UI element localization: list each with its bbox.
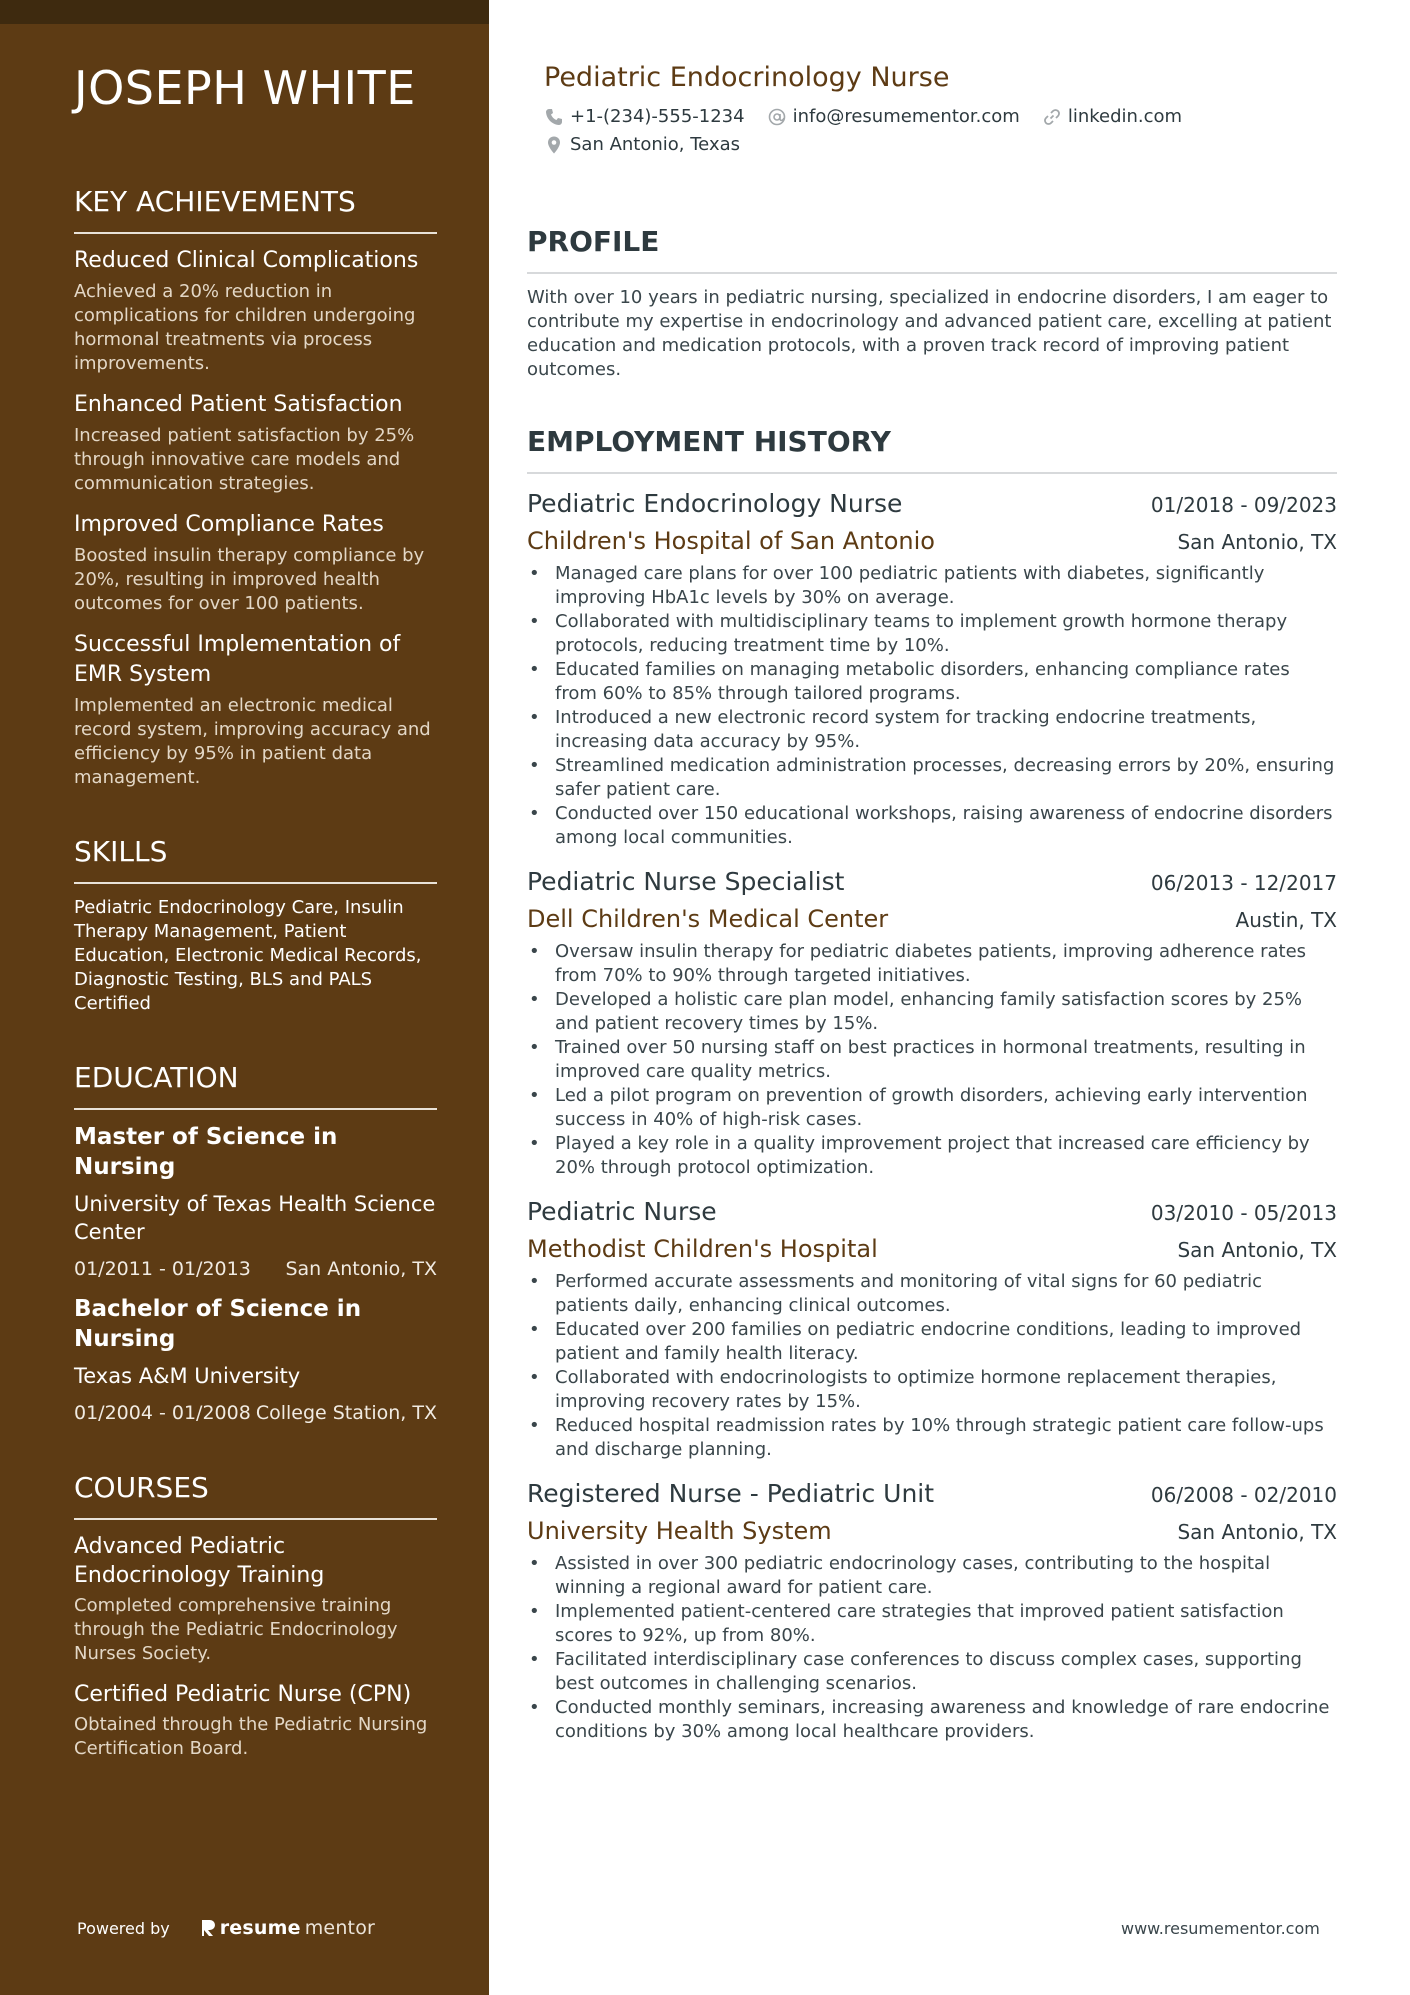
logo-text-light: mentor <box>304 1917 376 1939</box>
employment-history-section <box>527 424 1337 1744</box>
job-role: Pediatric Nurse Specialist <box>527 867 845 896</box>
job-bullet: • Played a key role in a quality improvement project that increased care efficiency by 20% through protocol optimization. <box>527 1132 1337 1180</box>
job-bullet: • Conducted over 150 educational workshops, raising awareness of endocrine disorders among local communities. <box>527 802 1337 850</box>
powered-by-label: Powered by <box>77 1918 170 1938</box>
job-entry <box>527 1196 1337 1462</box>
education-item <box>74 1122 437 1282</box>
job-bullet: • Educated over 200 families on pediatric endocrine conditions, leading to improved patient and family health literacy. <box>527 1318 1337 1366</box>
job-location: San Antonio, TX <box>1177 1238 1337 1262</box>
course-description: Obtained through the Pediatric Nursing Certification Board. <box>74 1714 428 1759</box>
linkedin-text: linkedin.com <box>1067 106 1183 127</box>
achievement-item <box>74 510 437 616</box>
powered-by <box>77 1917 375 1939</box>
job-entry <box>527 866 1337 1180</box>
email-text: info@resumementor.com <box>792 106 1020 127</box>
job-role: Registered Nurse - Pediatric Unit <box>527 1479 935 1508</box>
sidebar-content <box>74 60 437 1761</box>
job-location: San Antonio, TX <box>1177 1520 1337 1544</box>
main-content <box>527 60 1337 1744</box>
profile-section <box>527 224 1337 382</box>
courses-section <box>74 1470 437 1761</box>
course-item <box>74 1532 437 1666</box>
job-dates: 06/2013 - 12/2017 <box>1150 871 1337 895</box>
job-bullet: • Collaborated with multidisciplinary teams to implement growth hormone therapy protocols, reducing treatment time by 10%. <box>527 610 1337 658</box>
footer-website-link[interactable]: www.resumementor.com <box>1121 1919 1320 1938</box>
job-entry <box>527 488 1337 850</box>
achievement-description: Boosted insulin therapy compliance by 20%, resulting in improved health outcomes for over 100 patients. <box>74 545 425 614</box>
job-location: Austin, TX <box>1235 908 1337 932</box>
job-bullet: • Oversaw insulin therapy for pediatric diabetes patients, improving adherence rates from 70% to 90% through targeted initiatives. <box>527 940 1337 988</box>
logo-text-bold: resume <box>219 1917 301 1939</box>
education-meta <box>74 1400 437 1426</box>
job-bullets <box>527 1552 1337 1744</box>
job-entry <box>527 1478 1337 1744</box>
job-company: Dell Children's Medical Center <box>527 905 889 933</box>
contact-linkedin[interactable] <box>1042 104 1182 130</box>
job-role: Pediatric Nurse <box>527 1197 717 1226</box>
education-degree: Master of Science in Nursing <box>74 1124 338 1180</box>
headline-title: Pediatric Endocrinology Nurse <box>544 62 950 93</box>
job-company: Methodist Children's Hospital <box>527 1235 878 1263</box>
education-meta <box>74 1256 437 1282</box>
education-section <box>74 1060 437 1426</box>
phone-icon <box>544 107 564 127</box>
sidebar-top-bar <box>0 0 489 24</box>
course-description: Completed comprehensive training through the Pediatric Endocrinology Nurses Society. <box>74 1595 398 1664</box>
skills-text: Pediatric Endocrinology Care, Insulin Therapy Management, Patient Education, Electronic Medical Records, Diagnostic Testing, BLS and PALS Certified <box>74 897 422 1014</box>
job-bullet: • Introduced a new electronic record system for tracking endocrine treatments, increasing data accuracy by 95%. <box>527 706 1337 754</box>
job-bullet: • Developed a holistic care plan model, enhancing family satisfaction scores by 25% and patient recovery times by 15%. <box>527 988 1337 1036</box>
education-heading: EDUCATION <box>74 1060 437 1110</box>
candidate-name: JOSEPH WHITE <box>74 61 416 115</box>
job-bullet: • Led a pilot program on prevention of growth disorders, achieving early intervention success in 40% of high-risk cases. <box>527 1084 1337 1132</box>
job-bullets <box>527 1270 1337 1462</box>
job-location: San Antonio, TX <box>1177 530 1337 554</box>
education-dates: 01/2004 - 01/2008 <box>74 1402 251 1424</box>
education-location: San Antonio, TX <box>285 1258 437 1280</box>
education-school: University of Texas Health Science Center <box>74 1192 436 1244</box>
sidebar <box>0 0 489 1995</box>
link-icon <box>1042 107 1062 127</box>
contact-phone[interactable] <box>544 104 745 130</box>
job-bullet: • Educated families on managing metabolic disorders, enhancing compliance rates from 60% to 85% through tailored programs. <box>527 658 1337 706</box>
job-bullet: • Managed care plans for over 100 pediatric patients with diabetes, significantly improving HbA1c levels by 30% on average. <box>527 562 1337 610</box>
contact-email[interactable] <box>767 104 1020 130</box>
job-bullet: • Trained over 50 nursing staff on best practices in hormonal treatments, resulting in improved care quality metrics. <box>527 1036 1337 1084</box>
achievement-title: Reduced Clinical Complications <box>74 248 419 273</box>
achievement-description: Implemented an electronic medical record system, improving accuracy and efficiency by 95% in patient data management. <box>74 695 431 788</box>
courses-heading: COURSES <box>74 1470 437 1520</box>
achievement-description: Increased patient satisfaction by 25% through innovative care models and communication strategies. <box>74 425 415 494</box>
achievement-description: Achieved a 20% reduction in complications for children undergoing hormonal treatments via process improvements. <box>74 281 416 374</box>
profile-summary: With over 10 years in pediatric nursing, specialized in endocrine disorders, I am eager to contribute my expertise in endocrinology and advanced patient care, excelling at patient education and medication protocols, with a proven track record of improving patient outcomes. <box>527 287 1332 380</box>
course-title: Certified Pediatric Nurse (CPN) <box>74 1682 412 1707</box>
key-achievements-section <box>74 184 437 790</box>
education-degree: Bachelor of Science in Nursing <box>74 1296 362 1352</box>
job-company: University Health System <box>527 1517 832 1545</box>
job-company: Children's Hospital of San Antonio <box>527 527 935 555</box>
job-bullets <box>527 562 1337 850</box>
phone-text: +1-(234)-555-1234 <box>570 106 745 127</box>
employment-history-heading: EMPLOYMENT HISTORY <box>527 424 1337 474</box>
job-dates: 03/2010 - 05/2013 <box>1150 1201 1337 1225</box>
job-bullets <box>527 940 1337 1180</box>
education-school: Texas A&M University <box>74 1364 301 1388</box>
key-achievements-heading: KEY ACHIEVEMENTS <box>74 184 437 234</box>
contact-location <box>544 132 740 158</box>
job-bullet: • Conducted monthly seminars, increasing awareness and knowledge of rare endocrine conditions by 30% among local healthcare providers. <box>527 1696 1337 1744</box>
skills-section <box>74 834 437 1016</box>
at-sign-icon <box>767 107 787 127</box>
achievement-title: Enhanced Patient Satisfaction <box>74 392 403 417</box>
resumementor-logo[interactable] <box>200 1917 375 1939</box>
job-bullet: • Facilitated interdisciplinary case conferences to discuss complex cases, supporting best outcomes in challenging scenarios. <box>527 1648 1337 1696</box>
achievement-item <box>74 390 437 496</box>
education-location: College Station, TX <box>255 1402 437 1424</box>
job-bullet: • Streamlined medication administration processes, decreasing errors by 20%, ensuring safer patient care. <box>527 754 1337 802</box>
job-bullet: • Collaborated with endocrinologists to optimize hormone replacement therapies, improving recovery rates by 15%. <box>527 1366 1337 1414</box>
achievement-title: Improved Compliance Rates <box>74 512 384 537</box>
skills-heading: SKILLS <box>74 834 437 884</box>
job-bullet: • Assisted in over 300 pediatric endocrinology cases, contributing to the hospital winning a regional award for patient care. <box>527 1552 1337 1600</box>
job-bullet: • Performed accurate assessments and monitoring of vital signs for 60 pediatric patients daily, enhancing clinical outcomes. <box>527 1270 1337 1318</box>
achievement-title: Successful Implementation of EMR System <box>74 632 401 687</box>
profile-heading: PROFILE <box>527 224 1337 274</box>
course-item <box>74 1680 437 1761</box>
location-pin-icon <box>544 135 564 155</box>
job-dates: 06/2008 - 02/2010 <box>1150 1483 1337 1507</box>
course-title: Advanced Pediatric Endocrinology Training <box>74 1534 325 1588</box>
location-text: San Antonio, Texas <box>570 134 740 155</box>
education-item <box>74 1294 437 1426</box>
contact-info <box>527 104 1227 158</box>
job-dates: 01/2018 - 09/2023 <box>1150 493 1337 517</box>
job-bullet: • Reduced hospital readmission rates by 10% through strategic patient care follow-ups and discharge planning. <box>527 1414 1337 1462</box>
job-bullet: • Implemented patient-centered care strategies that improved patient satisfaction scores to 92%, up from 80%. <box>527 1600 1337 1648</box>
resumementor-logo-icon <box>200 1918 216 1938</box>
job-role: Pediatric Endocrinology Nurse <box>527 489 903 518</box>
achievement-item <box>74 246 437 376</box>
education-dates: 01/2011 - 01/2013 <box>74 1258 251 1280</box>
achievement-item <box>74 630 437 790</box>
